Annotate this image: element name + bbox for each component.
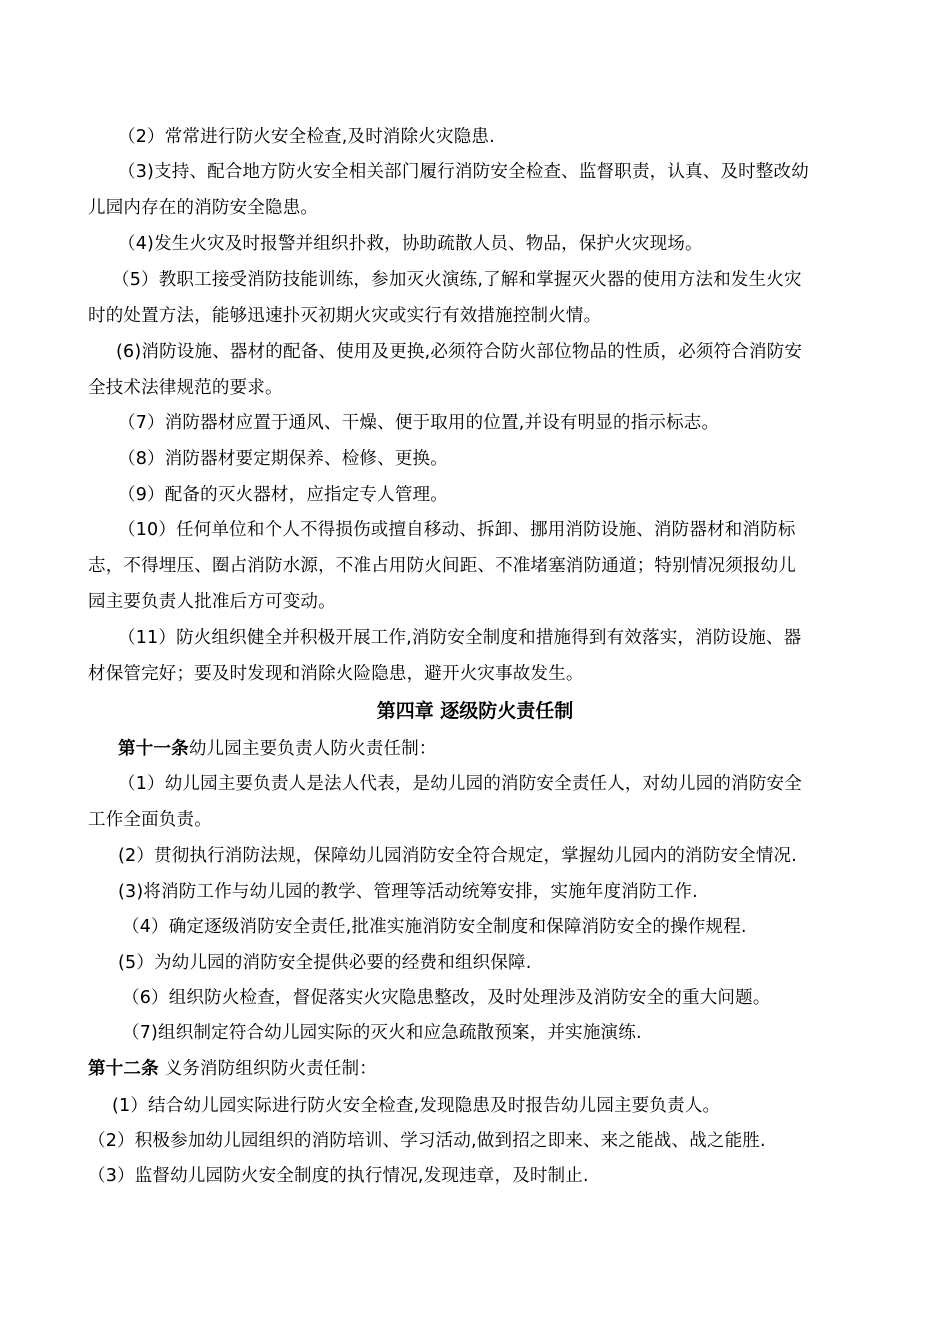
art12-clause-3: （3）监督幼儿园防火安全制度的执行情况,发现违章，及时制止. <box>88 1166 589 1186</box>
article-12-text: 义务消防组织防火责任制： <box>158 1059 377 1079</box>
clause-11-line2: 材保管完好；要及时发现和消除火险隐患，避开火灾事故发生。 <box>88 664 584 684</box>
article-12-label: 第十二条 <box>88 1059 159 1079</box>
art12-clause-2: （2）积极参加幼儿园组织的消防培训、学习活动,做到招之即来、来之能战、战之能胜. <box>88 1131 766 1151</box>
article-11-text: 幼儿园主要负责人防火责任制： <box>188 739 437 759</box>
article-11-heading <box>118 736 898 762</box>
clause-10-line2: 志，不得埋压、圈占消防水源，不准占用防火间距、不准堵塞消防通道；特别情况须报幼儿 <box>88 556 796 576</box>
art11-clause-2: (2）贯彻执行消防法规，保障幼儿园消防安全符合规定，掌握幼儿园内的消防安全情况. <box>118 846 798 866</box>
article-11-label: 第十一条 <box>118 739 189 759</box>
clause-5-line2: 时的处置方法，能够迅速扑灭初期火灾或实行有效措施控制火情。 <box>88 306 602 326</box>
clause-3-line1: （3)支持、配合地方防火安全相关部门履行消防安全检查、监督职责，认真、及时整改幼 <box>118 162 809 182</box>
clause-7: （7）消防器材应置于通风、干燥、便于取用的位置,并设有明显的指示标志。 <box>118 413 720 433</box>
art12-clause-1: (1）结合幼儿园实际进行防火安全检查,发现隐患及时报告幼儿园主要负责人。 <box>112 1096 721 1116</box>
chapter-title: 第四章 逐级防火责任制 <box>376 700 574 722</box>
clause-9: （9）配备的灭火器材，应指定专人管理。 <box>118 485 448 505</box>
art11-clause-1-line1: （1）幼儿园主要负责人是法人代表，是幼儿园的消防安全责任人，对幼儿园的消防安全 <box>118 774 802 794</box>
art11-clause-5: (5）为幼儿园的消防安全提供必要的经费和组织保障. <box>118 953 532 973</box>
art11-clause-4: （4）确定逐级消防安全责任,批准实施消防安全制度和保障消防安全的操作规程. <box>122 917 747 937</box>
article-12-heading <box>88 1056 868 1082</box>
clause-4: （4)发生火灾及时报警并组织扑救，协助疏散人员、物品，保护火灾现场。 <box>118 234 703 254</box>
clause-10-line3: 园主要负责人批准后方可变动。 <box>88 592 336 612</box>
clause-2: （2）常常进行防火安全检查,及时消除火灾隐患. <box>118 127 495 147</box>
clause-11-line1: （11）防火组织健全并积极开展工作,消防安全制度和措施得到有效落实，消防设施、器 <box>118 628 802 648</box>
clause-3-line2: 儿园内存在的消防安全隐患。 <box>88 198 319 218</box>
art11-clause-1-line2: 工作全面负责。 <box>88 810 212 830</box>
art11-clause-6: （6）组织防火检查，督促落实火灾隐患整改，及时处理涉及消防安全的重大问题。 <box>122 988 771 1008</box>
clause-10-line1: （10）任何单位和个人不得损伤或擅自移动、拆卸、挪用消防设施、消防器材和消防标 <box>118 520 796 540</box>
clause-8: （8）消防器材要定期保养、检修、更换。 <box>118 449 448 469</box>
clause-5-line1: （5）教职工接受消防技能训练，参加灭火演练,了解和掌握灭火器的使用方法和发生火灾 <box>112 270 802 290</box>
clause-6-line2: 全技术法律规范的要求。 <box>88 378 283 398</box>
art11-clause-3: (3)将消防工作与幼儿园的教学、管理等活动统筹安排，实施年度消防工作. <box>118 882 698 902</box>
clause-6-line1: (6)消防设施、器材的配备、使用及更换,必须符合防火部位物品的性质，必须符合消防安 <box>116 342 803 362</box>
art11-clause-7: （7)组织制定符合幼儿园实际的灭火和应急疏散预案，并实施演练. <box>122 1023 642 1043</box>
